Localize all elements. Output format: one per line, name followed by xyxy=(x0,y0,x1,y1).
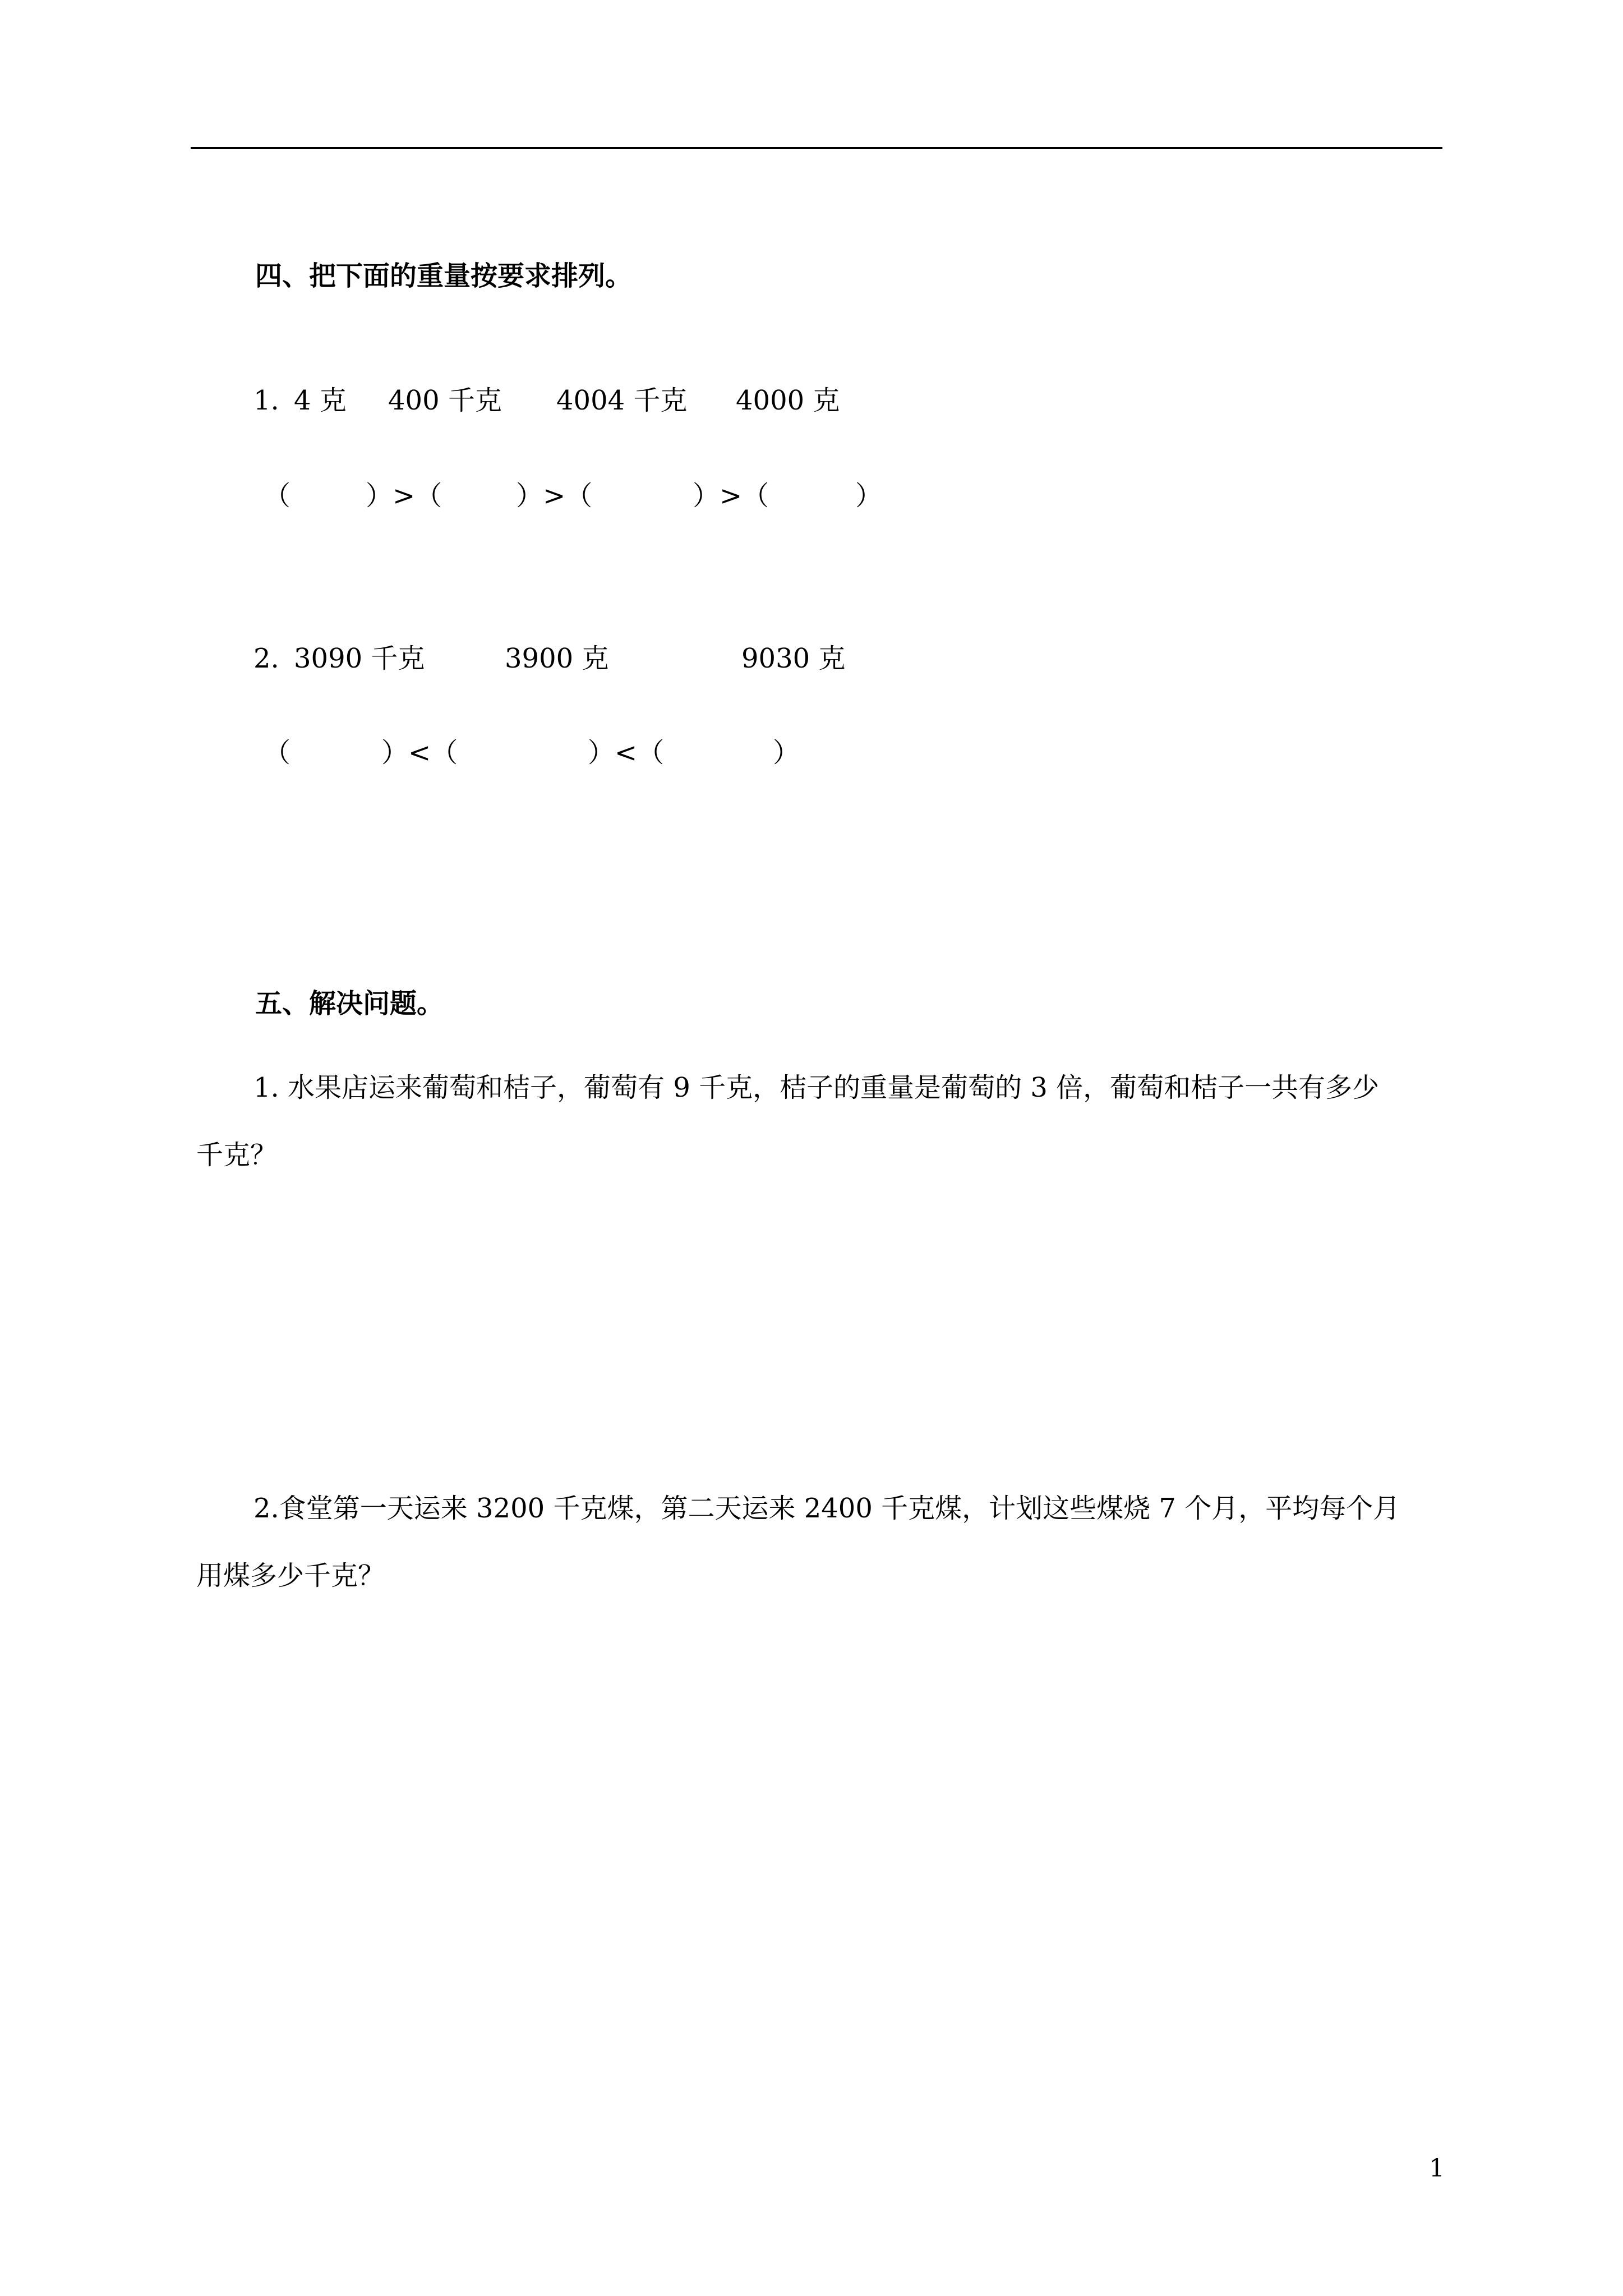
q2-item: 3090 千克 xyxy=(294,643,425,674)
answer-blank[interactable]: （ xyxy=(264,480,291,512)
problem1-line1: 1. 水果店运来葡萄和桔子，葡萄有 9 千克，桔子的重量是葡萄的 3 倍，葡萄和桔子一共有多少 xyxy=(253,1072,1380,1103)
q2-index: 2. xyxy=(253,643,279,674)
answer-blank[interactable]: ）>（ xyxy=(366,480,442,512)
answer-blank[interactable]: ）>（ xyxy=(693,480,769,512)
q1-answer-row xyxy=(264,474,937,512)
q1-item: 4000 克 xyxy=(736,385,840,416)
q1-item: 400 千克 xyxy=(388,385,502,416)
q1-item: 4004 千克 xyxy=(556,385,688,416)
header-rule xyxy=(191,147,1442,149)
q2-item: 9030 克 xyxy=(741,643,846,674)
problem1-line2: 千克？ xyxy=(196,1139,278,1171)
q1-index: 1. xyxy=(253,385,279,416)
q2-items-row xyxy=(253,645,926,679)
problem2-line2: 用煤多少千克？ xyxy=(196,1560,385,1591)
q2-answer-row xyxy=(264,731,937,769)
problem2-line1: 2.食堂第一天运来 3200 千克煤，第二天运来 2400 千克煤，计划这些煤烧 7 个月，平均每个月 xyxy=(253,1493,1400,1524)
q2-item: 3900 克 xyxy=(505,643,609,674)
page-number: 1 xyxy=(1429,2154,1445,2183)
answer-blank[interactable]: （ xyxy=(264,737,291,769)
q1-item: 4 克 xyxy=(294,385,347,416)
answer-blank[interactable]: ） xyxy=(855,480,883,512)
q1-items-row xyxy=(253,387,926,421)
section5-title: 五、解决问题。 xyxy=(255,988,444,1019)
answer-blank[interactable]: ）<（ xyxy=(381,737,458,769)
answer-blank[interactable]: ）>（ xyxy=(516,480,593,512)
answer-blank[interactable]: ） xyxy=(773,737,800,769)
answer-blank[interactable]: ）<（ xyxy=(588,737,665,769)
section4-title: 四、把下面的重量按要求排列。 xyxy=(255,260,633,292)
